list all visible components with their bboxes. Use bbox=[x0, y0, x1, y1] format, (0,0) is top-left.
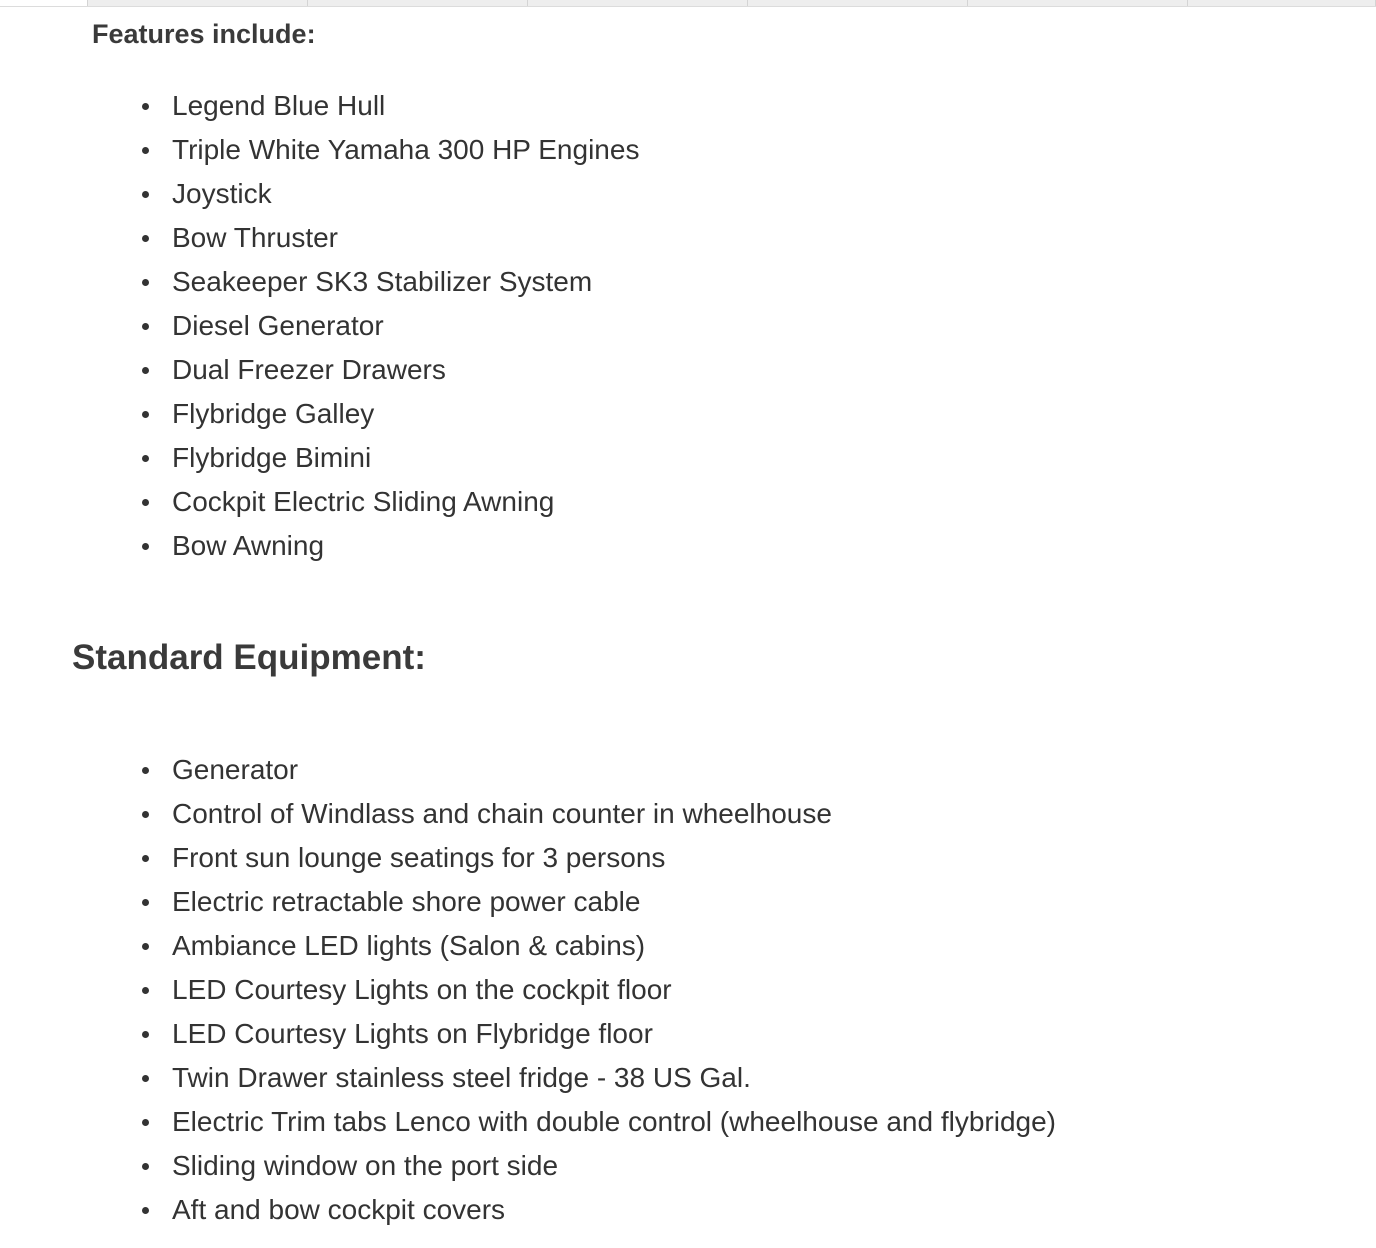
bullet-icon bbox=[142, 411, 149, 418]
bullet-icon bbox=[142, 943, 149, 950]
bullet-icon bbox=[142, 855, 149, 862]
list-item-text: Triple White Yamaha 300 HP Engines bbox=[172, 134, 640, 165]
bullet-icon bbox=[142, 235, 149, 242]
list-item bbox=[0, 304, 639, 348]
bullet-icon bbox=[142, 1163, 149, 1170]
bullet-icon bbox=[142, 1075, 149, 1082]
list-item-text: Flybridge Bimini bbox=[172, 442, 372, 473]
list-item bbox=[0, 128, 639, 172]
features-heading: Features include: bbox=[92, 19, 316, 49]
list-item bbox=[0, 924, 1056, 968]
list-item bbox=[0, 260, 639, 304]
bullet-icon bbox=[142, 323, 149, 330]
list-item-text: Electric retractable shore power cable bbox=[172, 886, 641, 917]
list-item-text: Cockpit Electric Sliding Awning bbox=[172, 486, 555, 517]
bullet-icon bbox=[142, 1207, 149, 1214]
list-item bbox=[0, 524, 639, 568]
list-item-text: Flybridge Galley bbox=[172, 398, 375, 429]
tab-6[interactable] bbox=[968, 0, 1188, 6]
list-item-text: Bow Thruster bbox=[172, 222, 338, 253]
list-item bbox=[0, 392, 639, 436]
bullet-icon bbox=[142, 147, 149, 154]
list-item-text: Front sun lounge seatings for 3 persons bbox=[172, 842, 666, 873]
list-item-text: Dual Freezer Drawers bbox=[172, 354, 446, 385]
list-item bbox=[0, 792, 1056, 836]
list-item-text: Bow Awning bbox=[172, 530, 325, 561]
list-item bbox=[0, 480, 639, 524]
list-item bbox=[0, 836, 1056, 880]
list-item bbox=[0, 84, 639, 128]
list-item bbox=[0, 1056, 1056, 1100]
standard-equipment-list bbox=[0, 748, 1056, 1232]
list-item-text: LED Courtesy Lights on the cockpit floor bbox=[172, 974, 672, 1005]
bullet-icon bbox=[142, 987, 149, 994]
list-item-text: Seakeeper SK3 Stabilizer System bbox=[172, 266, 593, 297]
list-item bbox=[0, 1100, 1056, 1144]
bullet-icon bbox=[142, 191, 149, 198]
list-item-text: Twin Drawer stainless steel fridge - 38 US Gal. bbox=[172, 1062, 751, 1093]
list-item bbox=[0, 1144, 1056, 1188]
list-item bbox=[0, 880, 1056, 924]
bullet-icon bbox=[142, 279, 149, 286]
bullet-icon bbox=[142, 1031, 149, 1038]
list-item-text: Aft and bow cockpit covers bbox=[172, 1194, 506, 1225]
list-item bbox=[0, 1012, 1056, 1056]
list-item bbox=[0, 748, 1056, 792]
bullet-icon bbox=[142, 767, 149, 774]
list-item bbox=[0, 436, 639, 480]
tab-7[interactable] bbox=[1188, 0, 1376, 6]
bullet-icon bbox=[142, 811, 149, 818]
list-item-text: Joystick bbox=[172, 178, 272, 209]
tab-1[interactable] bbox=[0, 0, 88, 6]
list-item bbox=[0, 172, 639, 216]
tab-2[interactable] bbox=[88, 0, 308, 6]
list-item bbox=[0, 968, 1056, 1012]
list-item-text: Sliding window on the port side bbox=[172, 1150, 559, 1181]
list-item-text: Legend Blue Hull bbox=[172, 90, 386, 121]
tab-3[interactable] bbox=[308, 0, 528, 6]
bullet-icon bbox=[142, 455, 149, 462]
bullet-icon bbox=[142, 899, 149, 906]
list-item bbox=[0, 216, 639, 260]
bullet-icon bbox=[142, 103, 149, 110]
list-item bbox=[0, 348, 639, 392]
tab-strip bbox=[0, 0, 1376, 7]
feature-list bbox=[0, 84, 639, 568]
list-item-text: Diesel Generator bbox=[172, 310, 384, 341]
tab-5[interactable] bbox=[748, 0, 968, 6]
tab-4[interactable] bbox=[528, 0, 748, 6]
list-item-text: Control of Windlass and chain counter in wheelhouse bbox=[172, 798, 832, 829]
bullet-icon bbox=[142, 1119, 149, 1126]
bullet-icon bbox=[142, 499, 149, 506]
bullet-icon bbox=[142, 367, 149, 374]
list-item-text: Electric Trim tabs Lenco with double control (wheelhouse and flybridge) bbox=[172, 1106, 1057, 1137]
list-item-text: LED Courtesy Lights on Flybridge floor bbox=[172, 1018, 653, 1049]
list-item-text: Ambiance LED lights (Salon & cabins) bbox=[172, 930, 646, 961]
bullet-icon bbox=[142, 543, 149, 550]
standard-equipment-heading: Standard Equipment: bbox=[72, 638, 426, 677]
list-item-text: Generator bbox=[172, 754, 299, 785]
list-item bbox=[0, 1188, 1056, 1232]
